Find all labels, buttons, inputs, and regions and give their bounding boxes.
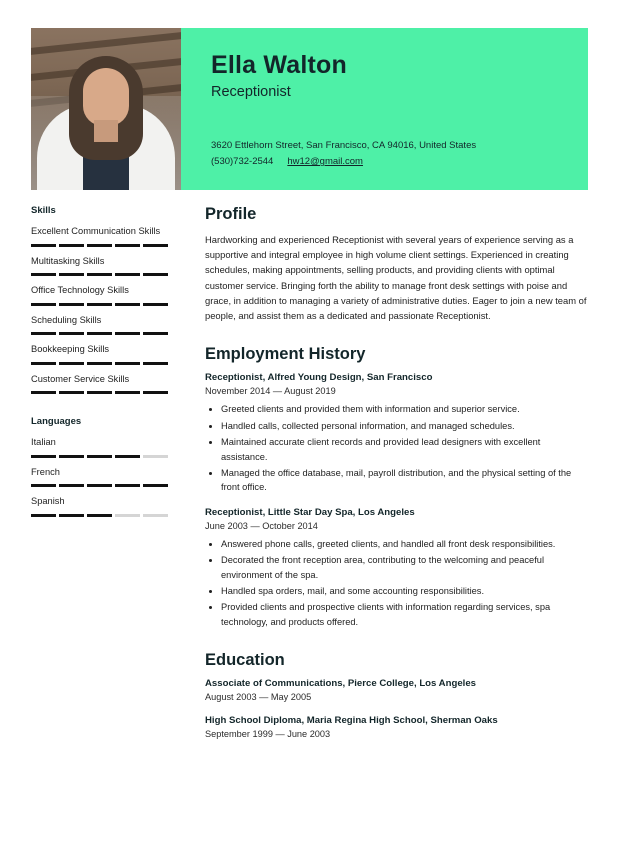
rating-segment: [31, 244, 56, 247]
rating-bar: [31, 362, 168, 365]
rating-segment: [59, 484, 84, 487]
rating-segment: [31, 273, 56, 276]
rating-bar: [31, 514, 168, 517]
main-content: [188, 205, 588, 752]
photo-person-neck: [94, 120, 118, 142]
employment-title: Receptionist, Alfred Young Design, San Francisco: [205, 372, 433, 384]
rating-segment: [59, 244, 84, 247]
skill-label: Customer Service Skills: [31, 373, 130, 384]
rating-segment: [87, 332, 112, 335]
rating-segment: [31, 484, 56, 487]
rating-segment: [143, 514, 168, 517]
skill-item: [31, 314, 168, 336]
skill-label: Scheduling Skills: [31, 314, 102, 325]
employment-entry: [205, 372, 588, 494]
rating-segment: [87, 362, 112, 365]
rating-segment: [115, 514, 140, 517]
list-item: • Maintained accurate client records and provided lead designers with excellent assistance.: [221, 435, 588, 464]
rating-segment: [59, 303, 84, 306]
profile-text: Hardworking and experienced Receptionist with several years of experience serving as a supportive and integral employee in high volume client settings. Experienced in creating schedules, making appointments, selling products, and providing clients with optimal customer service. Bringing forth the ability to manage front desk settings with poise and grace, in addition to managing a variety of administrative duties. Eager to join a new team of people, and assist them as a dedicated and passionate Receptionist.: [205, 234, 587, 322]
employment-entry: [205, 507, 588, 629]
rating-segment: [143, 244, 168, 247]
rating-segment: [87, 514, 112, 517]
employment-dates: November 2014 — August 2019: [205, 386, 336, 397]
resume-body: [31, 205, 588, 752]
rating-segment: [115, 362, 140, 365]
employment-list: [205, 372, 588, 629]
languages-heading: Languages: [31, 416, 82, 428]
rating-segment: [59, 391, 84, 394]
list-item: • Provided clients and prospective clients with information regarding services, spa technology, and products offered.: [221, 600, 588, 629]
list-item: • Greeted clients and provided them with information and superior service.: [221, 402, 588, 416]
rating-segment: [115, 484, 140, 487]
language-item: [31, 495, 168, 517]
skill-label: Bookkeeping Skills: [31, 344, 110, 355]
rating-segment: [143, 303, 168, 306]
rating-segment: [59, 273, 84, 276]
skill-label: Excellent Communication Skills: [31, 226, 161, 236]
candidate-job-title: Receptionist: [211, 83, 291, 100]
language-label: Spanish: [31, 496, 65, 507]
education-heading: Education: [205, 651, 285, 670]
profile-photo: [31, 28, 181, 190]
rating-segment: [59, 455, 84, 458]
language-label: Italian: [31, 437, 56, 448]
employment-heading: Employment History: [205, 345, 366, 364]
rating-bar: [31, 391, 168, 394]
rating-segment: [115, 273, 140, 276]
skills-heading: Skills: [31, 205, 56, 216]
contact-email-link[interactable]: hw12@gmail.com: [287, 156, 363, 168]
rating-segment: [115, 391, 140, 394]
list-item: • Handled calls, collected personal information, and managed schedules.: [221, 419, 588, 433]
skill-item: [31, 284, 168, 306]
rating-segment: [143, 455, 168, 458]
rating-segment: [115, 332, 140, 335]
rating-segment: [87, 303, 112, 306]
list-item: • Managed the office database, mail, payroll distribution, and the physical setting of the front office.: [221, 466, 588, 495]
sidebar: [31, 205, 168, 752]
list-item: • Decorated the front reception area, contributing to the welcoming and peaceful environment of the spa.: [221, 553, 588, 582]
rating-segment: [59, 332, 84, 335]
rating-segment: [115, 455, 140, 458]
photo-person-face: [83, 68, 129, 126]
list-item: • Answered phone calls, greeted clients, and handled all front desk responsibilities.: [221, 537, 588, 551]
contact-block: [211, 138, 588, 171]
language-item: [31, 436, 168, 458]
education-list: [205, 678, 588, 739]
education-title: High School Diploma, Maria Regina High School, Sherman Oaks: [205, 715, 498, 727]
rating-segment: [87, 244, 112, 247]
rating-segment: [31, 391, 56, 394]
rating-bar: [31, 332, 168, 335]
rating-segment: [31, 362, 56, 365]
education-entry: [205, 678, 588, 702]
rating-bar: [31, 303, 168, 306]
rating-bar: [31, 244, 168, 247]
rating-segment: [59, 362, 84, 365]
contact-address: 3620 Ettlehorn Street, San Francisco, CA 94016, United States: [211, 139, 477, 151]
education-dates: September 1999 — June 2003: [205, 729, 331, 740]
employment-bullets: [205, 402, 588, 494]
rating-segment: [143, 391, 168, 394]
education-title: Associate of Communications, Pierce College, Los Angeles: [205, 678, 477, 690]
rating-segment: [115, 244, 140, 247]
rating-bar: [31, 273, 168, 276]
rating-segment: [59, 514, 84, 517]
education-entry: [205, 715, 588, 739]
skill-item: [31, 343, 168, 365]
languages-list: [31, 436, 168, 517]
skill-item: [31, 373, 168, 395]
skill-label: Multitasking Skills: [31, 255, 105, 266]
employment-dates: June 2003 — October 2014: [205, 520, 318, 531]
profile-heading: Profile: [205, 205, 257, 223]
employment-bullets: [205, 537, 588, 629]
language-item: [31, 466, 168, 488]
rating-segment: [87, 455, 112, 458]
resume-header: [31, 28, 588, 190]
employment-title: Receptionist, Little Star Day Spa, Los Angeles: [205, 506, 415, 518]
rating-bar: [31, 484, 168, 487]
list-item: • Handled spa orders, mail, and some accounting responsibilities.: [221, 584, 588, 598]
rating-segment: [31, 332, 56, 335]
rating-segment: [87, 484, 112, 487]
rating-segment: [87, 391, 112, 394]
language-label: French: [31, 466, 60, 477]
rating-segment: [31, 455, 56, 458]
rating-segment: [31, 303, 56, 306]
skill-item: [31, 225, 168, 247]
education-dates: August 2003 — May 2005: [205, 692, 312, 703]
rating-segment: [87, 273, 112, 276]
candidate-name: Ella Walton: [211, 51, 348, 79]
skill-label: Office Technology Skills: [31, 285, 129, 296]
rating-segment: [143, 362, 168, 365]
contact-phone: (530)732-2544: [211, 156, 274, 168]
rating-bar: [31, 455, 168, 458]
header-band: [181, 28, 588, 190]
rating-segment: [31, 514, 56, 517]
rating-segment: [115, 303, 140, 306]
skills-list: [31, 225, 168, 394]
rating-segment: [143, 484, 168, 487]
rating-segment: [143, 332, 168, 335]
rating-segment: [143, 273, 168, 276]
skill-item: [31, 255, 168, 277]
